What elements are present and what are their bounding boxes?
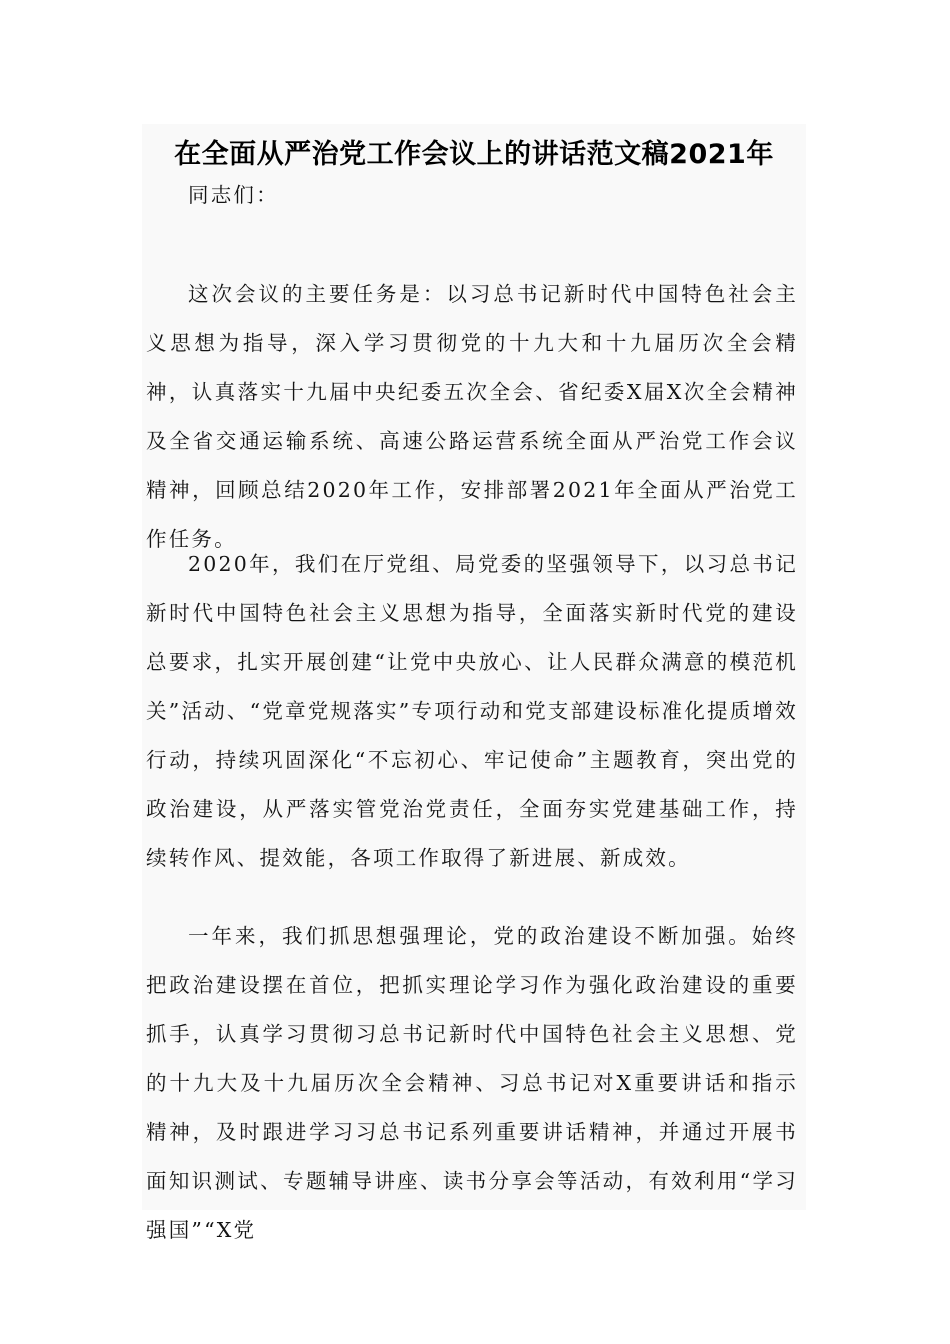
paragraph-2020-review: 2020年，我们在厅党组、局党委的坚强领导下，以习总书记新时代中国特色社会主义思想为指导，全面落实新时代党的建设总要求，扎实开展创建“让党中央放心、让人民群众满意的模范机关”活动、“党章党规落实”专项行动和党支部建设标准化提质增效行动，持续巩固深化“不忘初心、牢记使命”主题教育，突出党的政治建设，从严落实管党治党责任，全面夯实党建基础工作，持续转作风、提效能，各项工作取得了新进展、新成效。 [146, 552, 798, 870]
salutation: 同志们： [188, 183, 279, 207]
paragraph-political-building: 一年来，我们抓思想强理论，党的政治建设不断加强。始终把政治建设摆在首位，把抓实理论学习作为强化政治建设的重要抓手，认真学习贯彻习总书记新时代中国特色社会主义思想、党的十九大及十九届历次全会精神、习总书记对X重要讲话和指示精神，及时跟进学习习总书记系列重要讲话精神，并通过开展书面知识测试、专题辅导讲座、读书分享会等活动，有效利用“学习强国”“X党 [146, 924, 798, 1242]
paragraph-meeting-tasks: 这次会议的主要任务是：以习总书记新时代中国特色社会主义思想为指导，深入学习贯彻党的十九大和十九届历次全会精神，认真落实十九届中央纪委五次全会、省纪委X届X次全会精神及全省交通运输系统、高速公路运营系统全面从严治党工作会议精神，回顾总结2020年工作，安排部署2021年全面从严治党工作任务。 [146, 282, 798, 551]
document-page [142, 124, 806, 1242]
document-title: 在全面从严治党工作会议上的讲话范文稿2021年 [174, 139, 774, 170]
